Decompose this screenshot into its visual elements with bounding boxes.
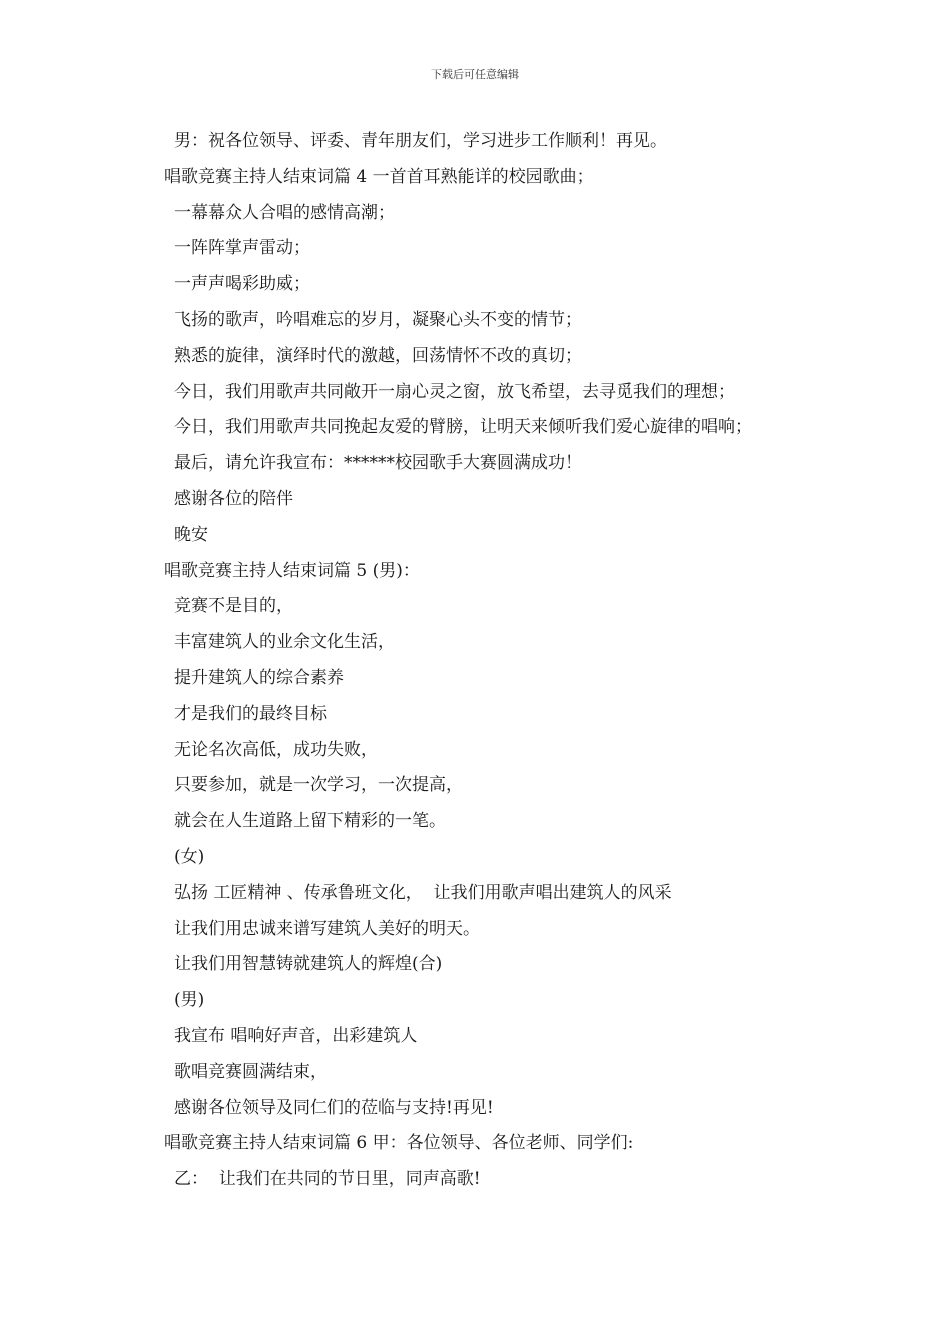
body-line: 感谢各位领导及同仁们的莅临与支持!再见!	[174, 1097, 494, 1118]
body-line: 无论名次高低，成功失败，	[174, 739, 378, 760]
body-line: 飞扬的歌声，吟唱难忘的岁月，凝聚心头不变的情节；	[174, 309, 582, 330]
body-line: 一声声喝彩助威；	[174, 274, 310, 295]
body-line: 今日，我们用歌声共同敞开一扇心灵之窗，放飞希望，去寻觅我们的理想；	[174, 381, 735, 402]
body-line: 晚安	[174, 524, 208, 545]
body-line: (女)	[174, 846, 205, 867]
body-line: 今日，我们用歌声共同挽起友爱的臂膀，让明天来倾听我们爱心旋律的唱响；	[174, 417, 752, 438]
body-line: 乙： 让我们在共同的节日里，同声高歌!	[174, 1169, 481, 1190]
body-line: 只要参加，就是一次学习，一次提高，	[174, 775, 463, 796]
body-line: 感谢各位的陪伴	[174, 488, 293, 509]
body-line: 歌唱竞赛圆满结束，	[174, 1061, 327, 1082]
body-line: 我宣布 唱响好声音，出彩建筑人	[174, 1025, 418, 1046]
section-heading-line: 唱歌竞赛主持人结束词篇 5 (男)：	[164, 560, 420, 581]
page-header: 下载后可任意编辑	[431, 68, 519, 81]
body-line: 竞赛不是目的，	[174, 596, 293, 617]
body-line: 让我们用智慧铸就建筑人的辉煌(合)	[174, 954, 443, 975]
body-line: (男)	[174, 990, 205, 1011]
section-heading-line: 唱歌竞赛主持人结束词篇 4 一首首耳熟能详的校园歌曲；	[164, 166, 594, 187]
body-line: 最后，请允许我宣布：******校园歌手大赛圆满成功！	[174, 453, 582, 474]
section-heading-line: 唱歌竞赛主持人结束词篇 6 甲：各位领导、各位老师、同学们:	[164, 1133, 634, 1154]
body-line: 让我们用忠诚来谱写建筑人美好的明天。	[174, 918, 480, 939]
document-body	[164, 124, 864, 1198]
body-line: 男：祝各位领导、评委、青年朋友们，学习进步工作顺利！再见。	[174, 131, 667, 151]
body-line: 一幕幕众人合唱的感情高潮；	[174, 202, 395, 223]
body-line: 熟悉的旋律，演绎时代的激越，回荡情怀不改的真切；	[174, 345, 582, 366]
body-line: 弘扬 工匠精神 、传承鲁班文化， 让我们用歌声唱出建筑人的风采	[174, 882, 672, 903]
body-line: 提升建筑人的综合素养	[174, 667, 344, 688]
body-line: 一阵阵掌声雷动；	[174, 238, 310, 259]
body-line: 才是我们的最终目标	[174, 703, 327, 724]
body-line: 丰富建筑人的业余文化生活，	[174, 632, 395, 653]
body-line: 就会在人生道路上留下精彩的一笔。	[174, 811, 446, 832]
